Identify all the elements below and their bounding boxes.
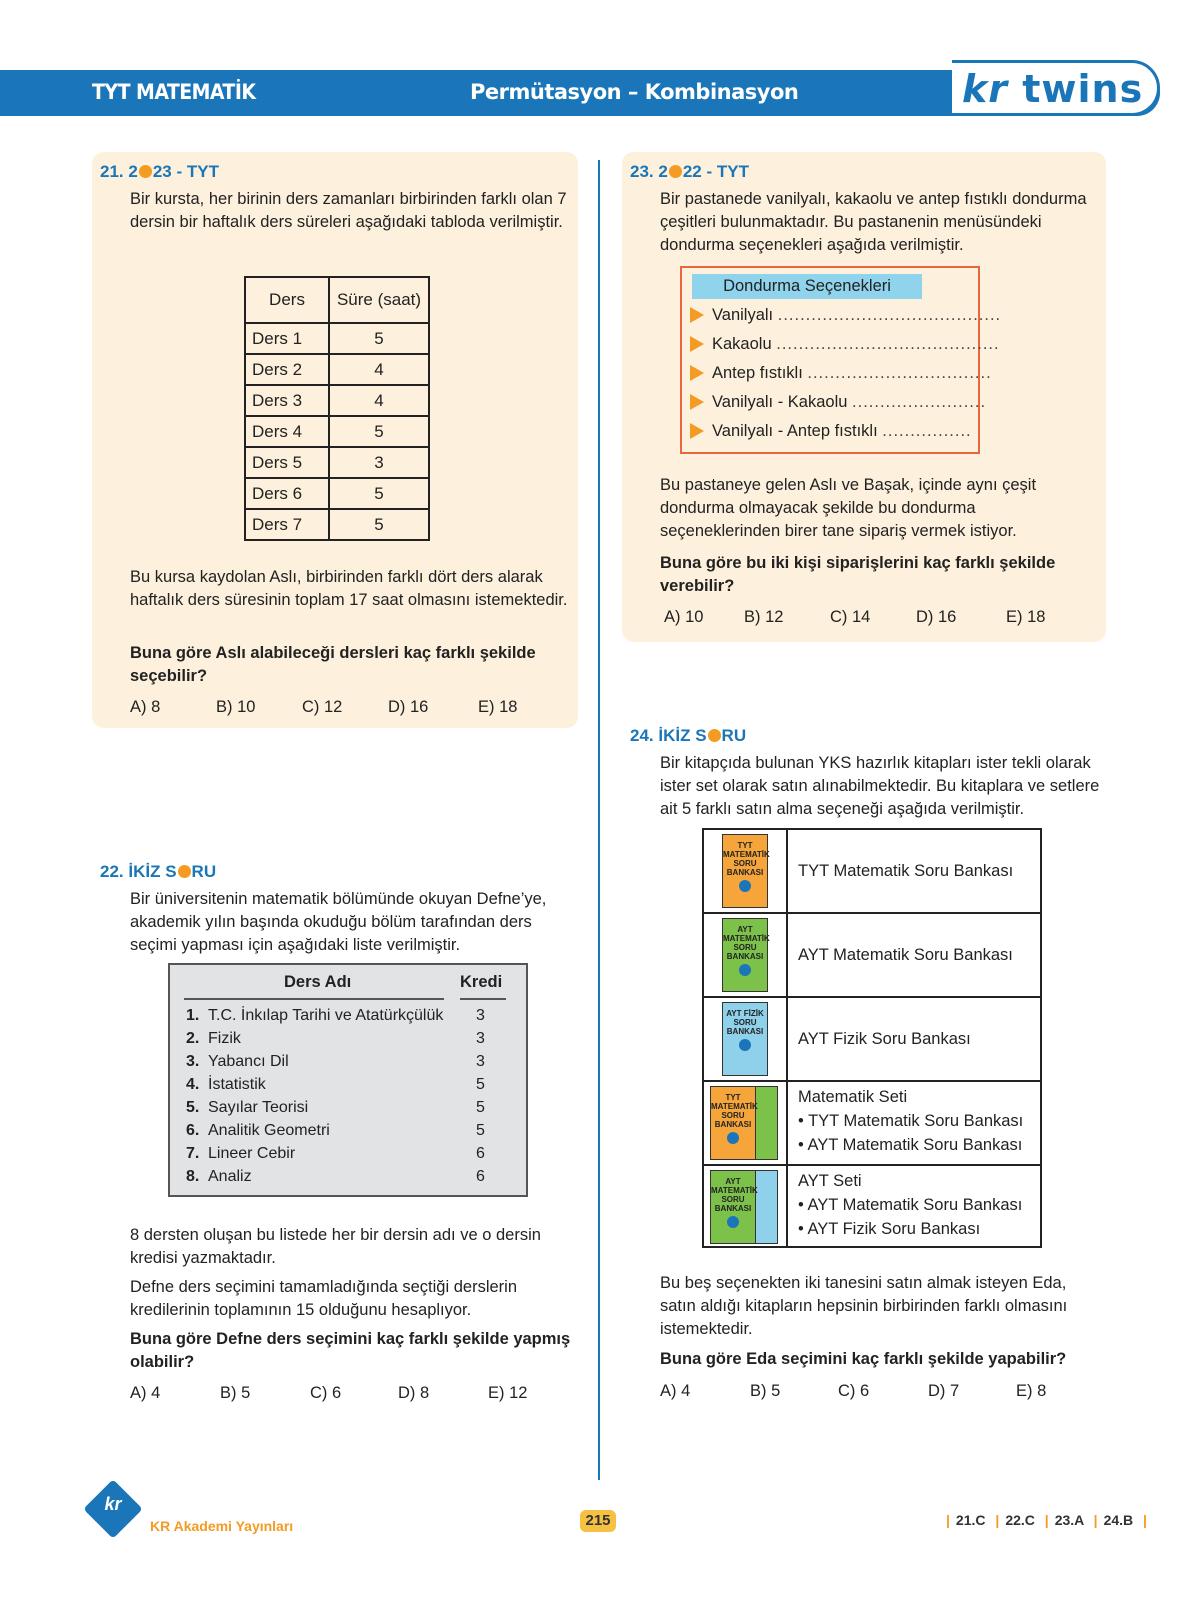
table-cell: Ders 6 bbox=[245, 478, 329, 509]
credit-value: 3 bbox=[476, 1030, 485, 1047]
q21-heading: 21. 2 23 - TYT bbox=[100, 162, 219, 181]
option-label: AYT Matematik Soru Bankası bbox=[798, 946, 1013, 964]
brand-twins: twins bbox=[1022, 67, 1144, 111]
table-cell: Ders 4 bbox=[245, 416, 329, 447]
q21-table bbox=[244, 276, 430, 541]
option-b[interactable]: B) 10 bbox=[216, 698, 256, 716]
list-item: 2. Fizik bbox=[186, 1030, 241, 1047]
table-cell: 5 bbox=[329, 478, 429, 509]
q24-body: Bu beş seçenekten iki tanesini satın almak isteyen Eda, satın aldığı kitapların hepsinin birbirinden farklı olmasını istemektedir. bbox=[660, 1274, 1068, 1338]
option-e[interactable]: E) 8 bbox=[1016, 1382, 1047, 1400]
topic-title: Permütasyon – Kombinasyon bbox=[470, 80, 799, 104]
publisher-logo-text: kr bbox=[104, 1494, 122, 1514]
table-cell: 3 bbox=[329, 447, 429, 478]
option-sub: • AYT Matematik Soru Bankası bbox=[798, 1196, 1023, 1214]
brand-kr: kr bbox=[962, 67, 1009, 111]
q23-heading: 23. 2 22 - TYT bbox=[630, 162, 749, 181]
q23-intro: Bir pastanede vanilyalı, kakaolu ve antep fıstıklı dondurma çeşitleri bulunmaktadır. Bu pastanenin menüsündeki dondurma seçenekleri aşağıda verilmiştir. bbox=[660, 190, 1087, 254]
option-a[interactable]: A) 8 bbox=[130, 698, 161, 716]
q22-course-list bbox=[168, 963, 528, 1197]
book-cover-cell bbox=[704, 1166, 788, 1246]
book-cover: AYT MATEMATİK SORU BANKASI bbox=[710, 1170, 756, 1244]
option-a[interactable]: A) 4 bbox=[130, 1384, 161, 1402]
option-label: AYT Fizik Soru Bankası bbox=[798, 1030, 971, 1048]
logo-icon bbox=[739, 964, 751, 976]
list-item: 1. T.C. İnkılap Tarihi ve Atatürkçülük bbox=[186, 1007, 444, 1024]
list-item: 4. İstatistik bbox=[186, 1076, 266, 1093]
answer: 21.C bbox=[955, 1512, 986, 1528]
list-item: 7. Lineer Cebir bbox=[186, 1145, 296, 1162]
table-header: Ders bbox=[245, 277, 329, 323]
book-cover-cell bbox=[704, 998, 788, 1080]
logo-icon bbox=[739, 1039, 751, 1051]
page-number: 215 bbox=[580, 1510, 616, 1532]
answer-key: | 21.C | 22.C | 23.A | 24.B | bbox=[946, 1512, 1147, 1528]
list-item: 6. Analitik Geometri bbox=[186, 1122, 330, 1139]
table-row bbox=[704, 830, 1040, 914]
book-cover: AYT FİZİK SORU BANKASI bbox=[722, 1002, 768, 1076]
triangle-icon bbox=[690, 423, 704, 439]
option-a[interactable]: A) 10 bbox=[664, 608, 704, 626]
table-cell: 5 bbox=[329, 416, 429, 447]
q24-question: Buna göre Eda seçimini kaç farklı şekilde yapabilir? bbox=[660, 1350, 1067, 1368]
table-cell: Ders 2 bbox=[245, 354, 329, 385]
column-divider bbox=[598, 160, 600, 1480]
q24-heading: 24. İKİZ S RU bbox=[630, 726, 747, 745]
table-cell: 5 bbox=[329, 509, 429, 540]
option-sub: • AYT Matematik Soru Bankası bbox=[798, 1136, 1023, 1154]
logo-icon bbox=[727, 1216, 739, 1228]
option-a[interactable]: A) 4 bbox=[660, 1382, 691, 1400]
credit-value: 5 bbox=[476, 1099, 485, 1116]
option-e[interactable]: E) 12 bbox=[488, 1384, 528, 1402]
page-header bbox=[0, 67, 1160, 116]
option-label: TYT Matematik Soru Bankası bbox=[798, 862, 1014, 880]
q22-intro: Bir üniversitenin matematik bölümünde okuyan Defne’ye, akademik yılın başında okuduğu bölüm tarafından ders seçimi yapması için aşağıdaki liste verilmiştir. bbox=[130, 890, 547, 954]
clock-icon bbox=[139, 165, 152, 178]
book-cover: TYT MATEMATİK SORU BANKASI bbox=[710, 1086, 756, 1160]
list-item: 8. Analiz bbox=[186, 1168, 252, 1185]
option-d[interactable]: D) 7 bbox=[928, 1382, 960, 1400]
answer: 23.A bbox=[1054, 1512, 1084, 1528]
credit-value: 6 bbox=[476, 1145, 485, 1162]
list-item: 3. Yabancı Dil bbox=[186, 1053, 289, 1070]
option-e[interactable]: E) 18 bbox=[1006, 608, 1046, 626]
menu-item: Antep fıstıklı ................................. bbox=[690, 364, 992, 383]
table-cell: Ders 3 bbox=[245, 385, 329, 416]
option-label: AYT Seti bbox=[798, 1172, 862, 1190]
table-cell: Ders 5 bbox=[245, 447, 329, 478]
table-cell: 4 bbox=[329, 354, 429, 385]
option-d[interactable]: D) 16 bbox=[916, 608, 957, 626]
option-c[interactable]: C) 14 bbox=[830, 608, 871, 626]
q22-body2: Defne ders seçimini tamamladığında seçtiği derslerin kredilerinin toplamının 15 olduğunu hesaplıyor. bbox=[130, 1278, 518, 1319]
header-rule bbox=[460, 998, 506, 1000]
option-b[interactable]: B) 5 bbox=[750, 1382, 781, 1400]
answer: 24.B bbox=[1103, 1512, 1134, 1528]
credit-value: 3 bbox=[476, 1053, 485, 1070]
book-cover: TYT MATEMATİK SORU BANKASI bbox=[722, 834, 768, 908]
q23-question: Buna göre bu iki kişi siparişlerini kaç farklı şekilde verebilir? bbox=[660, 554, 1056, 595]
option-b[interactable]: B) 5 bbox=[220, 1384, 251, 1402]
answer: 22.C bbox=[1005, 1512, 1035, 1528]
subject-title: TYT MATEMATİK bbox=[92, 80, 256, 104]
table-row bbox=[704, 1082, 1040, 1166]
credit-value: 5 bbox=[476, 1122, 485, 1139]
menu-item: Kakaolu ........................................ bbox=[690, 335, 1000, 354]
list-header: Kredi bbox=[460, 973, 503, 991]
table-cell: 4 bbox=[329, 385, 429, 416]
book-cover-cell bbox=[704, 1082, 788, 1164]
option-e[interactable]: E) 18 bbox=[478, 698, 518, 716]
menu-title: Dondurma Seçenekleri bbox=[692, 274, 922, 299]
triangle-icon bbox=[690, 336, 704, 352]
q24-intro: Bir kitapçıda bulunan YKS hazırlık kitapları ister tekli olarak ister set olarak satın alınabilmektedir. Bu kitaplara ve setlere ait 5 farklı satın alma seçeneği aşağıda verilmiştir. bbox=[660, 754, 1100, 818]
option-d[interactable]: D) 16 bbox=[388, 698, 429, 716]
table-header: Süre (saat) bbox=[329, 277, 429, 323]
clock-icon bbox=[178, 865, 191, 878]
logo-icon bbox=[727, 1132, 739, 1144]
menu-item: Vanilyalı - Antep fıstıklı ................ bbox=[690, 422, 972, 441]
list-item: 5. Sayılar Teorisi bbox=[186, 1099, 309, 1116]
q21-body: Bu kursa kaydolan Aslı, birbirinden farklı dört ders alarak haftalık ders süresinin toplam 17 saat olmasını istemektedir. bbox=[130, 568, 568, 609]
book-cover-cell bbox=[704, 914, 788, 996]
option-sub: • TYT Matematik Soru Bankası bbox=[798, 1112, 1024, 1130]
credit-value: 6 bbox=[476, 1168, 485, 1185]
table-cell: 5 bbox=[329, 323, 429, 354]
q22-heading: 22. İKİZ S RU bbox=[100, 862, 217, 881]
triangle-icon bbox=[690, 394, 704, 410]
list-header: Ders Adı bbox=[284, 973, 352, 991]
book-cover-cell bbox=[704, 830, 788, 912]
q23-menu-box bbox=[680, 266, 1002, 454]
option-c[interactable]: C) 12 bbox=[302, 698, 343, 716]
option-sub: • AYT Fizik Soru Bankası bbox=[798, 1220, 981, 1238]
option-b[interactable]: B) 12 bbox=[744, 608, 784, 626]
q22-question: Buna göre Defne ders seçimini kaç farklı şekilde yapmış olabilir? bbox=[130, 1330, 571, 1371]
menu-item: Vanilyalı ........................................ bbox=[690, 306, 1001, 325]
option-label: Matematik Seti bbox=[798, 1088, 908, 1106]
book-cover: AYT MATEMATİK SORU BANKASI bbox=[722, 918, 768, 992]
table-row bbox=[704, 914, 1040, 998]
brand-logo bbox=[952, 60, 1160, 116]
clock-icon bbox=[669, 165, 682, 178]
clock-icon bbox=[708, 729, 721, 742]
option-c[interactable]: C) 6 bbox=[310, 1384, 342, 1402]
header-rule bbox=[184, 998, 444, 1000]
table-cell: Ders 7 bbox=[245, 509, 329, 540]
q22-body1: 8 dersten oluşan bu listede her bir dersin adı ve o dersin kredisi yazmaktadır. bbox=[130, 1226, 541, 1267]
q23-body: Bu pastaneye gelen Aslı ve Başak, içinde aynı çeşit dondurma olmayacak şekilde bu dondurma seçeneklerinden birer tane sipariş vermek istiyor. bbox=[660, 476, 1037, 540]
publisher-name: KR Akademi Yayınları bbox=[150, 1518, 294, 1534]
logo-icon bbox=[739, 880, 751, 892]
credit-value: 3 bbox=[476, 1007, 485, 1024]
option-c[interactable]: C) 6 bbox=[838, 1382, 870, 1400]
table-cell: Ders 1 bbox=[245, 323, 329, 354]
table-row bbox=[704, 998, 1040, 1082]
table-row bbox=[704, 1166, 1040, 1250]
menu-item: Vanilyalı - Kakaolu ........................ bbox=[690, 393, 986, 412]
credit-value: 5 bbox=[476, 1076, 485, 1093]
q21-question: Buna göre Aslı alabileceği dersleri kaç farklı şekilde seçebilir? bbox=[130, 644, 536, 685]
triangle-icon bbox=[690, 307, 704, 323]
q21-intro: Bir kursta, her birinin ders zamanları birbirinden farklı olan 7 dersin bir haftalık ders süreleri aşağıdaki tabloda verilmiştir. bbox=[130, 190, 567, 231]
q24-book-table bbox=[702, 828, 1042, 1248]
option-d[interactable]: D) 8 bbox=[398, 1384, 430, 1402]
triangle-icon bbox=[690, 365, 704, 381]
